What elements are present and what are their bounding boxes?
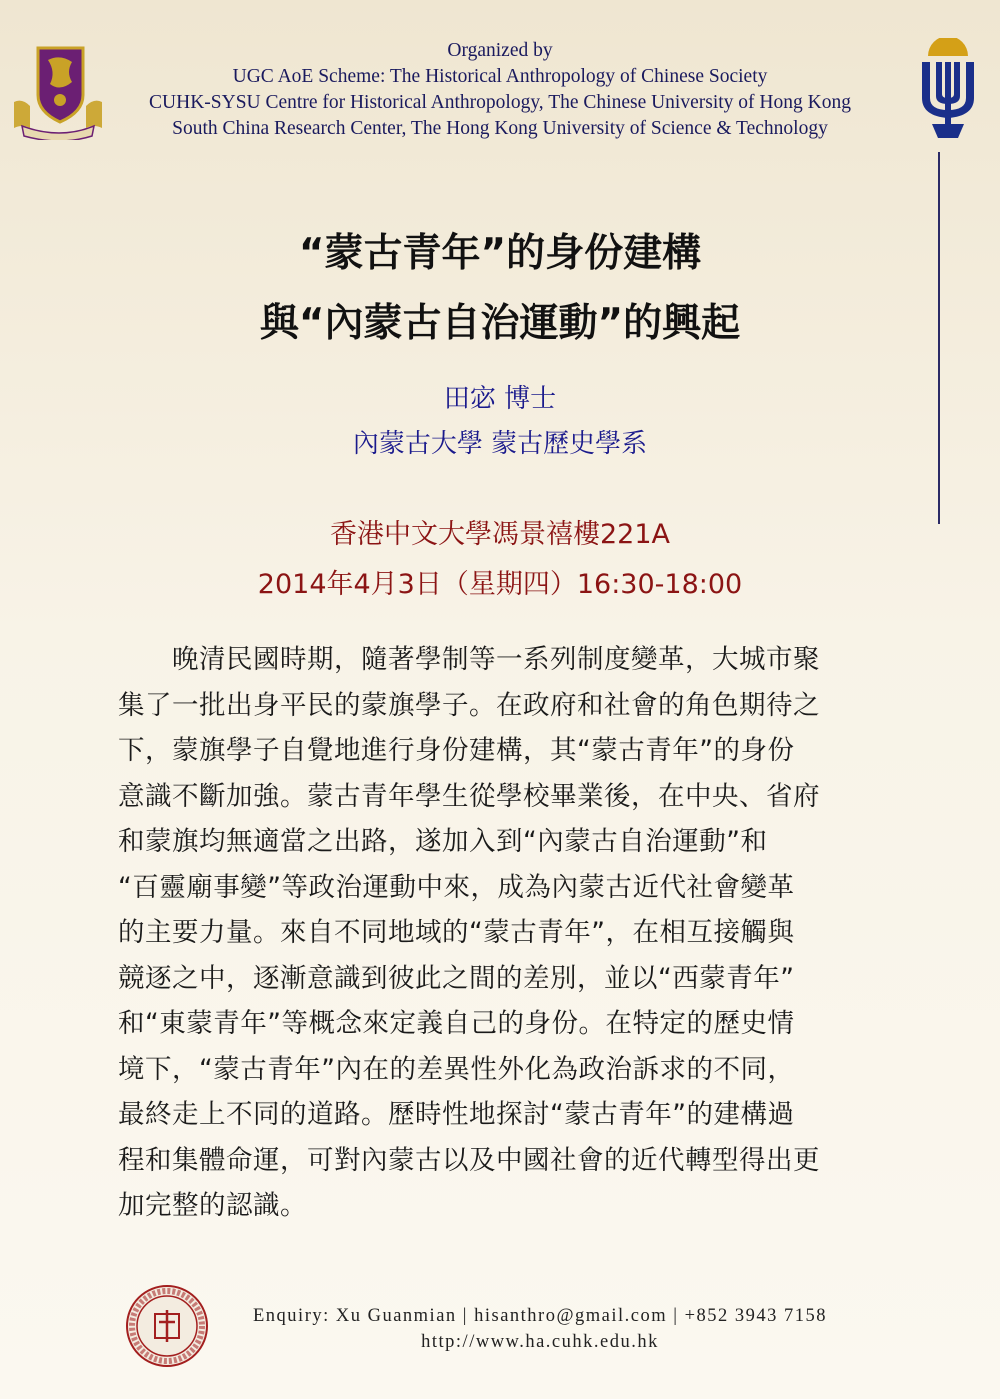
abstract-line: “百靈廟事變”等政治運動中來，成為內蒙古近代社會變革: [118, 871, 795, 903]
talk-title-line2: 與“內蒙古自治運動”的興起: [259, 301, 741, 346]
organizer-cuhk-sysu: CUHK-SYSU Centre for Historical Anthropology, The Chinese University of Hong Kong: [149, 92, 851, 113]
speaker-name: 田宓 博士: [443, 384, 557, 414]
talk-title-line1: “蒙古青年”的身份建構: [298, 231, 702, 276]
abstract-line: 競逐之中，逐漸意識到彼此之間的差別，並以“西蒙青年”: [118, 962, 795, 994]
abstract-line: 和蒙旗均無適當之出路，遂加入到“內蒙古自治運動”和: [118, 826, 768, 857]
website-link[interactable]: http://www.ha.cuhk.edu.hk: [421, 1332, 659, 1352]
abstract-line: 和“東蒙青年”等概念來定義自己的身份。在特定的歷史情: [118, 1008, 795, 1039]
event-datetime: 2014年4月3日（星期四）16:30-18:00: [257, 569, 743, 600]
speaker-affiliation: 內蒙古大學 蒙古歷史學系: [352, 429, 648, 459]
abstract-line: 集了一批出身平民的蒙旗學子。在政府和社會的角色期待之: [118, 689, 820, 721]
organizer-aoe: UGC AoE Scheme: The Historical Anthropology of Chinese Society: [232, 66, 768, 87]
abstract-line: 晚清民國時期，隨著學制等一系列制度變革，大城市聚: [118, 644, 820, 675]
hkust-logo: [918, 38, 978, 142]
venue: 香港中文大學馮景禧樓221A: [329, 519, 670, 550]
enquiry-line: Enquiry: Xu Guanmian | hisanthro@gmail.com | +852 3943 7158: [253, 1306, 827, 1326]
organizer-hkust: South China Research Center, The Hong Kong University of Science & Technology: [172, 118, 828, 139]
abstract-line: 意識不斷加強。蒙古青年學生從學校畢業後，在中央、省府: [118, 780, 820, 812]
organized-by-label: Organized by: [447, 40, 553, 61]
organizer-block: [0, 38, 1000, 142]
abstract-line: 境下，“蒙古青年”內在的差異性外化為政治訴求的不同，: [118, 1053, 795, 1085]
abstract: [118, 637, 882, 1229]
abstract-line: 加完整的認識。: [118, 1190, 307, 1221]
abstract-line: 的主要力量。來自不同地域的“蒙古青年”，在相互接觸與: [118, 917, 795, 948]
abstract-line: 程和集體命運，可對內蒙古以及中國社會的近代轉型得出更: [118, 1144, 820, 1176]
abstract-line: 最終走上不同的道路。歷時性地探討“蒙古青年”的建構過: [118, 1099, 795, 1130]
abstract-line: 下，蒙旗學子自覺地進行身份建構，其“蒙古青年”的身份: [118, 735, 795, 766]
centre-seal-logo: [125, 1284, 209, 1368]
